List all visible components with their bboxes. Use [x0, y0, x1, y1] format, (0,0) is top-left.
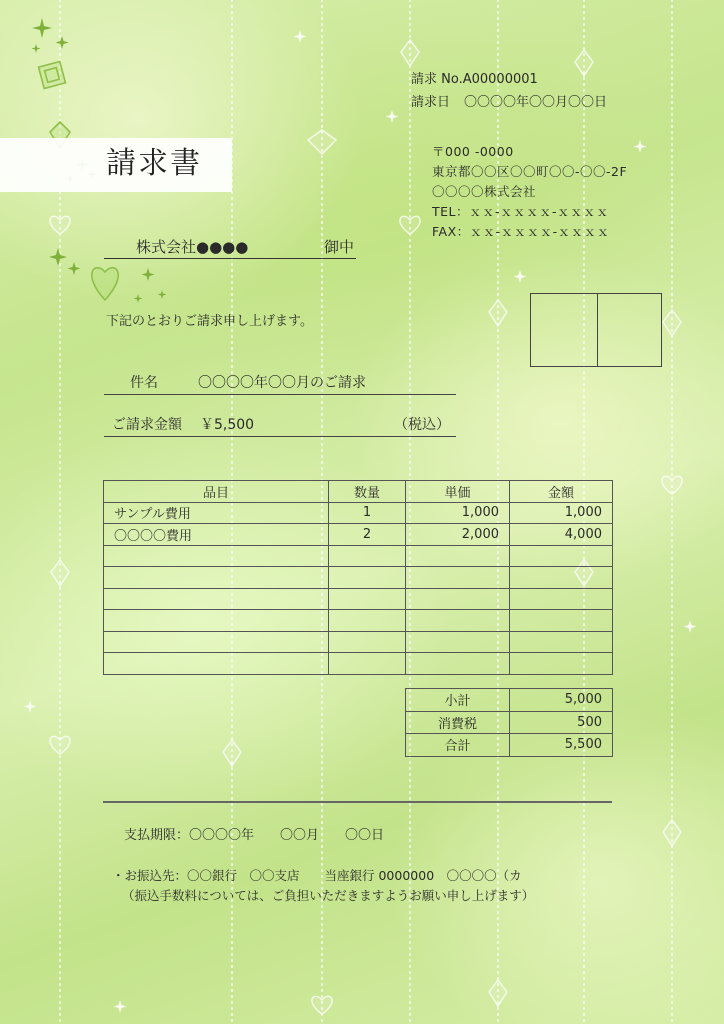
- cell-item: [104, 545, 329, 567]
- issuer-company: 〇〇〇〇株式会社: [432, 184, 537, 199]
- totals-row-total: [406, 734, 613, 757]
- cell-amount: 4,000: [510, 524, 613, 546]
- total-label: 合計: [406, 734, 510, 757]
- cell-item: サンプル費用: [104, 502, 329, 524]
- table-header-row: [104, 481, 613, 503]
- cell-unit: [406, 653, 510, 675]
- amount-label: ご請求金額: [112, 417, 182, 433]
- cell-unit: 2,000: [406, 524, 510, 546]
- seal-cell-left: [531, 294, 598, 366]
- cell-qty: 2: [329, 524, 406, 546]
- amount-line: [104, 412, 456, 437]
- header-unit-price: 単価: [406, 481, 510, 503]
- header-qty: 数量: [329, 481, 406, 503]
- table-row: [104, 502, 613, 524]
- recipient-line: [104, 236, 356, 259]
- table-row: [104, 588, 613, 610]
- cell-qty: [329, 631, 406, 653]
- invoice-number: 請求 No.A00000001: [411, 72, 538, 87]
- recipient-suffix: 御中: [323, 238, 354, 256]
- intro-text: 下記のとおりご請求申し上げます。: [106, 314, 313, 329]
- table-row: [104, 610, 613, 632]
- totals-table: [405, 688, 613, 757]
- cell-item: [104, 567, 329, 589]
- totals-row-tax: [406, 711, 613, 734]
- subtotal-label: 小計: [406, 689, 510, 712]
- cell-amount: [510, 653, 613, 675]
- cell-qty: [329, 545, 406, 567]
- invoice-date-value: 〇〇〇〇年〇〇月〇〇日: [464, 95, 608, 110]
- cell-amount: [510, 545, 613, 567]
- cell-amount: [510, 567, 613, 589]
- issuer-postal: 〒000 -0000: [432, 144, 514, 159]
- cell-unit: [406, 610, 510, 632]
- cell-unit: 1,000: [406, 502, 510, 524]
- cell-qty: 1: [329, 502, 406, 524]
- document-title: 請求書: [106, 146, 202, 181]
- total-value: 5,500: [510, 734, 613, 757]
- table-row: [104, 653, 613, 675]
- amount-tax-note: （税込）: [394, 417, 450, 433]
- cell-qty: [329, 610, 406, 632]
- amount-value: ￥5,500: [200, 417, 255, 433]
- footer-divider: [103, 801, 612, 803]
- cell-amount: [510, 610, 613, 632]
- fee-note: （振込手数料については、ご負担いただきますようお願い申し上げます）: [122, 888, 535, 903]
- items-table: [103, 480, 613, 675]
- cell-unit: [406, 588, 510, 610]
- table-row: [104, 631, 613, 653]
- cell-amount: [510, 588, 613, 610]
- table-row: [104, 545, 613, 567]
- cell-qty: [329, 653, 406, 675]
- issuer-tel: TEL：ｘｘ-ｘｘｘｘ-ｘｘｘｘ: [432, 204, 610, 219]
- subject-line: [104, 370, 456, 395]
- tax-value: 500: [510, 711, 613, 734]
- recipient-name: 株式会社●●●●: [136, 238, 249, 256]
- subject-value: 〇〇〇〇年〇〇月のご請求: [198, 375, 366, 391]
- cell-unit: [406, 545, 510, 567]
- cell-qty: [329, 567, 406, 589]
- cell-amount: [510, 631, 613, 653]
- subject-label: 件名: [130, 375, 158, 391]
- cell-amount: 1,000: [510, 502, 613, 524]
- tax-label: 消費税: [406, 711, 510, 734]
- bank-info: ・お振込先：〇〇銀行 〇〇支店 当座銀行 0000000 〇〇〇〇（カ: [112, 868, 522, 883]
- cell-unit: [406, 567, 510, 589]
- table-row: [104, 524, 613, 546]
- issuer-block: [432, 142, 627, 242]
- cell-item: [104, 588, 329, 610]
- invoice-date-row: [411, 93, 607, 113]
- header-amount: 金額: [510, 481, 613, 503]
- cell-qty: [329, 588, 406, 610]
- cell-item: 〇〇〇〇費用: [104, 524, 329, 546]
- cell-unit: [406, 631, 510, 653]
- seal-box: [530, 293, 662, 367]
- subtotal-value: 5,000: [510, 689, 613, 712]
- table-row: [104, 567, 613, 589]
- issuer-fax: FAX：ｘｘ-ｘｘｘｘ-ｘｘｘｘ: [432, 224, 610, 239]
- cell-item: [104, 610, 329, 632]
- issuer-address: 東京都〇〇区〇〇町〇〇-〇〇-2F: [432, 164, 628, 179]
- invoice-date-label: 請求日: [411, 95, 451, 110]
- payment-deadline: 支払期限：〇〇〇〇年 〇〇月 〇〇日: [124, 828, 385, 843]
- cell-item: [104, 631, 329, 653]
- cell-item: [104, 653, 329, 675]
- header-item: 品目: [104, 481, 329, 503]
- totals-row-subtotal: [406, 689, 613, 712]
